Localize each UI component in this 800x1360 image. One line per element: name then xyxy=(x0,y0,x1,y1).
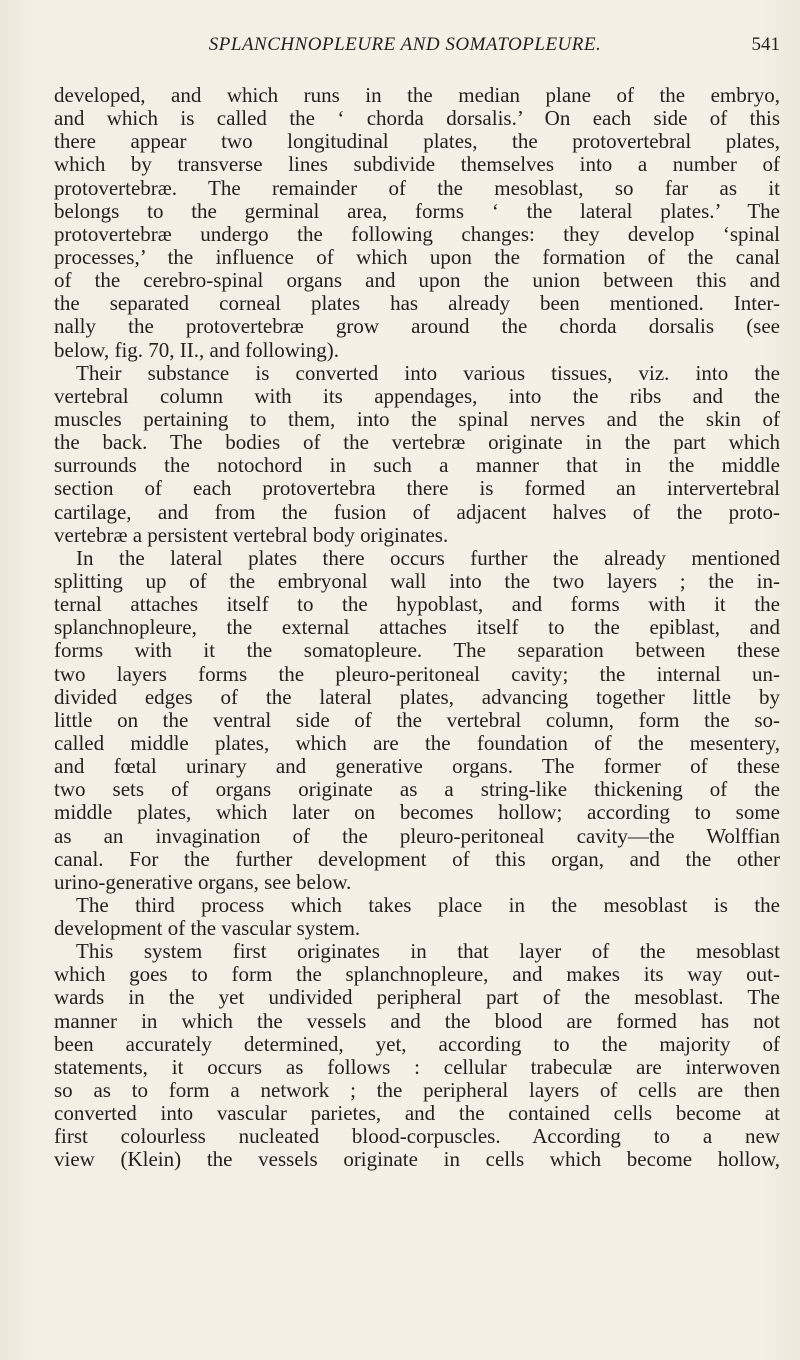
text-line: development of the vascular system. xyxy=(54,916,361,941)
text-line: splanchnopleure, the external attaches itself to the epiblast, and xyxy=(54,615,780,640)
running-header xyxy=(30,34,780,62)
text-line: urino-generative organs, see below. xyxy=(54,869,352,894)
text-line: so as to form a network ; the peripheral layers of cells are then xyxy=(54,1078,780,1103)
text-line: converted into vascular parietes, and the contained cells become at xyxy=(54,1101,780,1126)
text-line: surrounds the notochord in such a manner that in the middle xyxy=(54,453,780,478)
text-line: been accurately determined, yet, according to the majority of xyxy=(54,1031,780,1056)
text-line: divided edges of the lateral plates, advancing together little by xyxy=(54,684,780,709)
text-line: In the lateral plates there occurs further the already mentioned xyxy=(76,545,780,570)
text-line: wards in the yet undivided peripheral part of the mesoblast. The xyxy=(54,985,780,1010)
text-line: nally the protovertebræ grow around the chorda dorsalis (see xyxy=(54,314,780,339)
text-line: belongs to the germinal area, forms ‘ the lateral plates.’ The xyxy=(54,198,780,223)
text-line: canal. For the further development of this organ, and the other xyxy=(54,846,780,871)
text-line: muscles pertaining to them, into the spinal nerves and the skin of xyxy=(54,406,780,431)
text-line: little on the ventral side of the vertebral column, form the so- xyxy=(54,707,780,732)
running-title: SPLANCHNOPLEURE AND SOMATOPLEURE. xyxy=(208,34,602,55)
text-line: there appear two longitudinal plates, the protovertebral plates, xyxy=(54,129,780,154)
text-line: middle plates, which later on becomes hollow; according to some xyxy=(54,800,780,825)
text-line: protovertebræ undergo the following changes: they develop ‘spinal xyxy=(54,221,780,246)
text-line: manner in which the vessels and the blood are formed has not xyxy=(54,1008,780,1033)
text-line: the back. The bodies of the vertebræ originate in the part which xyxy=(54,430,780,455)
text-line: statements, it occurs as follows : cellular trabeculæ are interwoven xyxy=(54,1054,780,1079)
text-line: developed, and which runs in the median plane of the embryo, xyxy=(54,83,780,107)
text-line: two layers forms the pleuro-peritoneal cavity; the internal un- xyxy=(54,661,780,686)
text-line: called middle plates, which are the foundation of the mesentery, xyxy=(54,730,780,755)
text-line: Their substance is converted into various tissues, viz. into the xyxy=(76,360,780,385)
text-line: protovertebræ. The remainder of the mesoblast, so far as it xyxy=(54,175,780,200)
text-line: section of each protovertebra there is formed an intervertebral xyxy=(54,476,780,501)
text-line: The third process which takes place in the mesoblast is the xyxy=(76,892,780,917)
page-number: 541 xyxy=(751,34,780,55)
text-line: the separated corneal plates has already been mentioned. Inter- xyxy=(54,291,780,316)
text-line: below, fig. 70, II., and following). xyxy=(54,337,339,362)
text-line: vertebræ a persistent vertebral body originates. xyxy=(54,522,449,547)
text-line: splitting up of the embryonal wall into the two layers ; the in- xyxy=(54,568,780,593)
body-text xyxy=(54,84,780,1172)
text-line: cartilage, and from the fusion of adjacent halves of the proto- xyxy=(54,499,780,524)
text-line: view (Klein) the vessels originate in cells which become hollow, xyxy=(54,1147,780,1172)
text-line: processes,’ the influence of which upon the formation of the canal xyxy=(54,244,780,269)
text-line: of the cerebro-spinal organs and upon the union between this and xyxy=(54,268,780,293)
text-line: first colourless nucleated blood-corpuscles. According to a new xyxy=(54,1124,780,1149)
text-line: two sets of organs originate as a string-like thickening of the xyxy=(54,777,780,802)
text-line: which goes to form the splanchnopleure, and makes its way out- xyxy=(54,962,780,987)
text-line: vertebral column with its appendages, into the ribs and the xyxy=(54,383,780,408)
text-line: ternal attaches itself to the hypoblast, and forms with it the xyxy=(54,592,780,617)
text-line: which by transverse lines subdivide themselves into a number of xyxy=(54,152,780,177)
text-line: and which is called the ‘ chorda dorsalis.’ On each side of this xyxy=(54,106,780,131)
text-line: and fœtal urinary and generative organs. The former of these xyxy=(54,754,780,779)
text-line: forms with it the somatopleure. The separation between these xyxy=(54,638,780,663)
text-line: as an invagination of the pleuro-peritoneal cavity—the Wolffian xyxy=(54,823,780,848)
text-line: This system first originates in that layer of the mesoblast xyxy=(76,939,780,964)
